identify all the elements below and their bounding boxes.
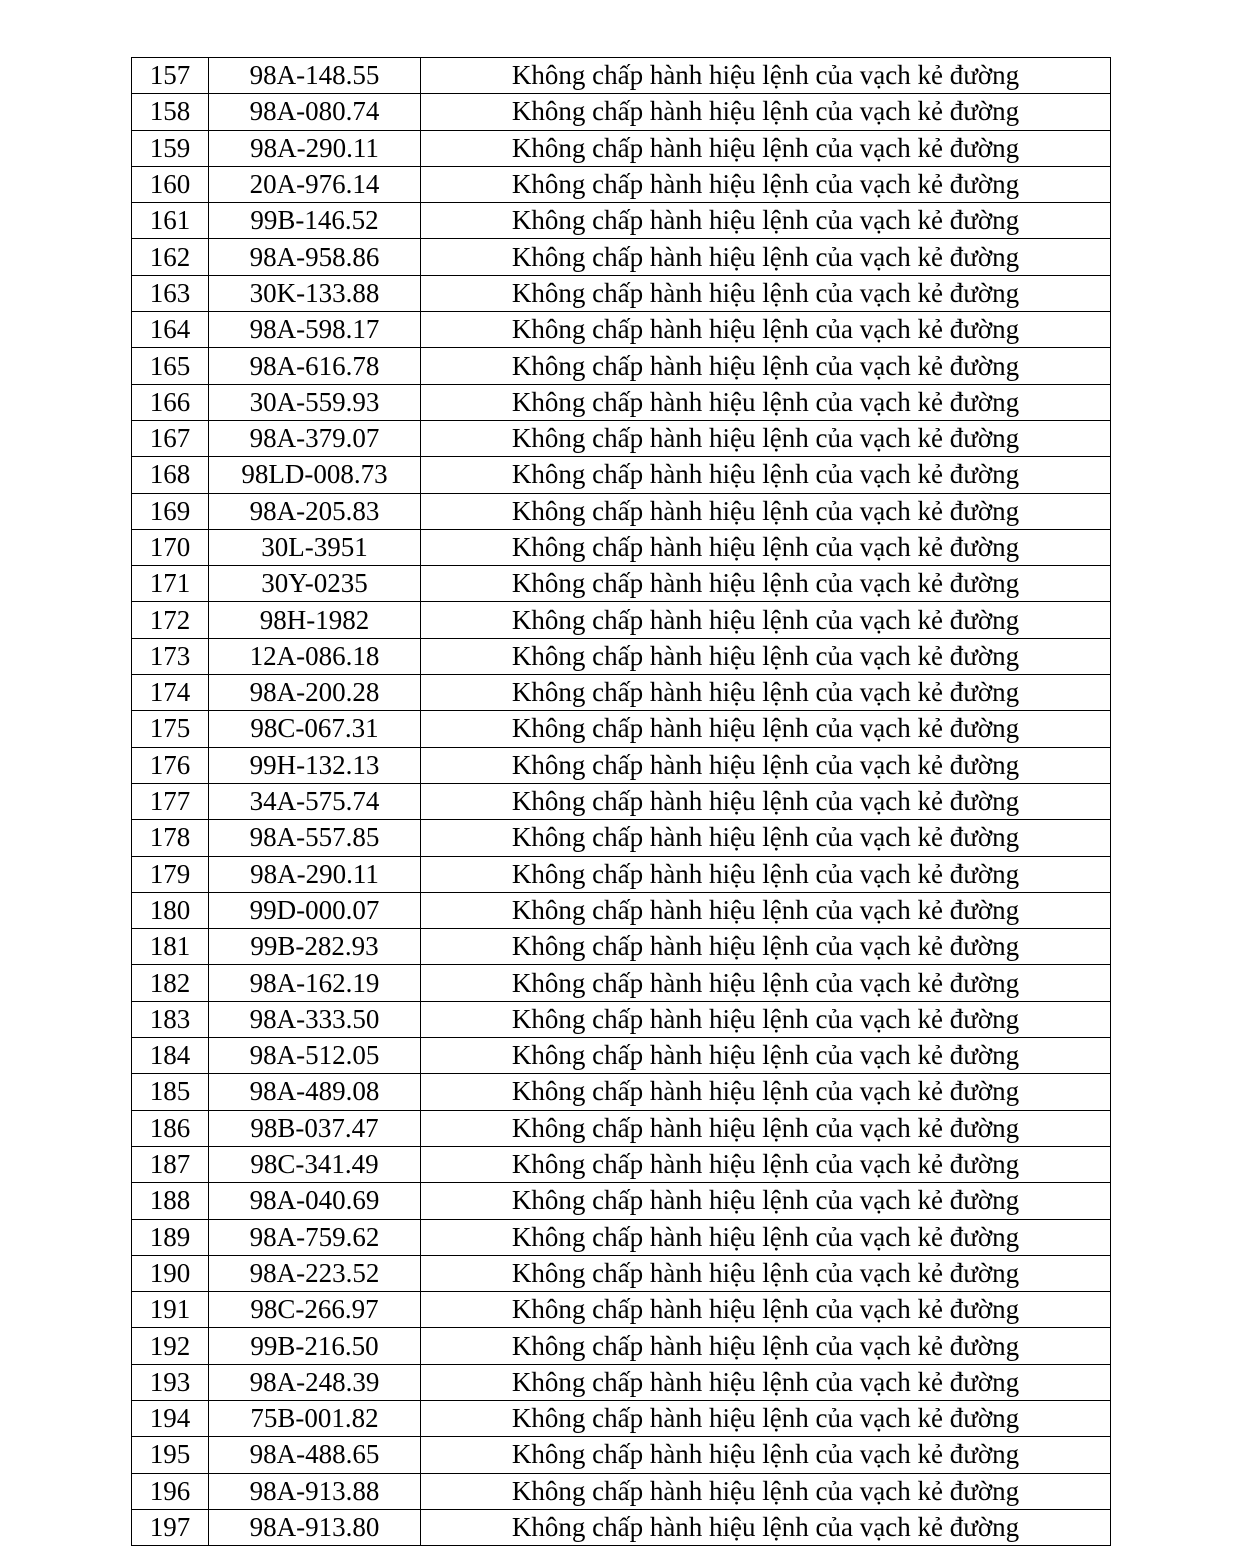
table-row	[132, 1183, 1111, 1219]
row-index: 175	[132, 711, 209, 747]
license-plate: 98A-512.05	[209, 1038, 421, 1074]
license-plate: 98A-200.28	[209, 675, 421, 711]
violation-description: Không chấp hành hiệu lệnh của vạch kẻ đường	[421, 1255, 1111, 1291]
row-index: 181	[132, 929, 209, 965]
license-plate: 20A-976.14	[209, 166, 421, 202]
license-plate: 98A-616.78	[209, 348, 421, 384]
violation-description: Không chấp hành hiệu lệnh của vạch kẻ đường	[421, 312, 1111, 348]
row-index: 179	[132, 856, 209, 892]
table-row	[132, 493, 1111, 529]
violation-description: Không chấp hành hiệu lệnh của vạch kẻ đường	[421, 566, 1111, 602]
table-row	[132, 384, 1111, 420]
table-row	[132, 1074, 1111, 1110]
license-plate: 98A-248.39	[209, 1364, 421, 1400]
license-plate: 98A-913.80	[209, 1509, 421, 1545]
violation-description: Không chấp hành hiệu lệnh của vạch kẻ đường	[421, 1292, 1111, 1328]
violation-description: Không chấp hành hiệu lệnh của vạch kẻ đường	[421, 638, 1111, 674]
license-plate: 98A-080.74	[209, 94, 421, 130]
license-plate: 98A-333.50	[209, 1001, 421, 1037]
violation-description: Không chấp hành hiệu lệnh của vạch kẻ đường	[421, 1509, 1111, 1545]
row-index: 166	[132, 384, 209, 420]
table-row	[132, 58, 1111, 94]
violation-description: Không chấp hành hiệu lệnh của vạch kẻ đường	[421, 1364, 1111, 1400]
violation-description: Không chấp hành hiệu lệnh của vạch kẻ đường	[421, 420, 1111, 456]
table-row	[132, 348, 1111, 384]
row-index: 169	[132, 493, 209, 529]
license-plate: 98A-290.11	[209, 856, 421, 892]
license-plate: 30Y-0235	[209, 566, 421, 602]
license-plate: 98A-598.17	[209, 312, 421, 348]
violation-description: Không chấp hành hiệu lệnh của vạch kẻ đường	[421, 1001, 1111, 1037]
table-row	[132, 457, 1111, 493]
violation-description: Không chấp hành hiệu lệnh của vạch kẻ đường	[421, 275, 1111, 311]
violation-description: Không chấp hành hiệu lệnh của vạch kẻ đường	[421, 1074, 1111, 1110]
license-plate: 99H-132.13	[209, 747, 421, 783]
violation-description: Không chấp hành hiệu lệnh của vạch kẻ đường	[421, 457, 1111, 493]
violation-description: Không chấp hành hiệu lệnh của vạch kẻ đường	[421, 493, 1111, 529]
row-index: 172	[132, 602, 209, 638]
row-index: 193	[132, 1364, 209, 1400]
table-row	[132, 130, 1111, 166]
row-index: 167	[132, 420, 209, 456]
table-row	[132, 275, 1111, 311]
row-index: 157	[132, 58, 209, 94]
table-row	[132, 529, 1111, 565]
license-plate: 98A-379.07	[209, 420, 421, 456]
row-index: 165	[132, 348, 209, 384]
row-index: 191	[132, 1292, 209, 1328]
table-row	[132, 1110, 1111, 1146]
row-index: 168	[132, 457, 209, 493]
row-index: 164	[132, 312, 209, 348]
license-plate: 99B-146.52	[209, 203, 421, 239]
row-index: 176	[132, 747, 209, 783]
license-plate: 98A-148.55	[209, 58, 421, 94]
license-plate: 99B-216.50	[209, 1328, 421, 1364]
violation-description: Không chấp hành hiệu lệnh của vạch kẻ đường	[421, 203, 1111, 239]
violation-description: Không chấp hành hiệu lệnh của vạch kẻ đường	[421, 384, 1111, 420]
violation-description: Không chấp hành hiệu lệnh của vạch kẻ đường	[421, 929, 1111, 965]
violation-description: Không chấp hành hiệu lệnh của vạch kẻ đường	[421, 965, 1111, 1001]
license-plate: 98LD-008.73	[209, 457, 421, 493]
violation-description: Không chấp hành hiệu lệnh của vạch kẻ đường	[421, 130, 1111, 166]
row-index: 159	[132, 130, 209, 166]
row-index: 192	[132, 1328, 209, 1364]
table-row	[132, 312, 1111, 348]
row-index: 158	[132, 94, 209, 130]
license-plate: 98C-266.97	[209, 1292, 421, 1328]
table-row	[132, 965, 1111, 1001]
violation-description: Không chấp hành hiệu lệnh của vạch kẻ đường	[421, 58, 1111, 94]
table-row	[132, 820, 1111, 856]
table-row	[132, 675, 1111, 711]
violation-description: Không chấp hành hiệu lệnh của vạch kẻ đường	[421, 1219, 1111, 1255]
violation-description: Không chấp hành hiệu lệnh của vạch kẻ đường	[421, 1146, 1111, 1182]
violation-description: Không chấp hành hiệu lệnh của vạch kẻ đường	[421, 783, 1111, 819]
row-index: 171	[132, 566, 209, 602]
row-index: 196	[132, 1473, 209, 1509]
license-plate: 98A-557.85	[209, 820, 421, 856]
violation-description: Không chấp hành hiệu lệnh của vạch kẻ đường	[421, 1110, 1111, 1146]
row-index: 188	[132, 1183, 209, 1219]
table-row	[132, 1219, 1111, 1255]
row-index: 163	[132, 275, 209, 311]
violation-description: Không chấp hành hiệu lệnh của vạch kẻ đường	[421, 94, 1111, 130]
table-row	[132, 239, 1111, 275]
row-index: 182	[132, 965, 209, 1001]
violation-description: Không chấp hành hiệu lệnh của vạch kẻ đường	[421, 892, 1111, 928]
license-plate: 75B-001.82	[209, 1400, 421, 1436]
license-plate: 30K-133.88	[209, 275, 421, 311]
violation-table-body	[132, 58, 1111, 1546]
violation-description: Không chấp hành hiệu lệnh của vạch kẻ đường	[421, 602, 1111, 638]
table-row	[132, 1328, 1111, 1364]
license-plate: 98A-759.62	[209, 1219, 421, 1255]
license-plate: 98A-489.08	[209, 1074, 421, 1110]
table-row	[132, 1437, 1111, 1473]
license-plate: 98A-040.69	[209, 1183, 421, 1219]
license-plate: 98A-913.88	[209, 1473, 421, 1509]
license-plate: 98B-037.47	[209, 1110, 421, 1146]
table-row	[132, 1473, 1111, 1509]
license-plate: 99B-282.93	[209, 929, 421, 965]
table-row	[132, 1038, 1111, 1074]
row-index: 180	[132, 892, 209, 928]
license-plate: 98A-290.11	[209, 130, 421, 166]
row-index: 177	[132, 783, 209, 819]
table-row	[132, 94, 1111, 130]
license-plate: 98A-488.65	[209, 1437, 421, 1473]
violation-description: Không chấp hành hiệu lệnh của vạch kẻ đường	[421, 1038, 1111, 1074]
violation-description: Không chấp hành hiệu lệnh của vạch kẻ đường	[421, 1183, 1111, 1219]
table-row	[132, 1400, 1111, 1436]
table-row	[132, 1146, 1111, 1182]
license-plate: 98C-341.49	[209, 1146, 421, 1182]
row-index: 178	[132, 820, 209, 856]
license-plate: 98A-223.52	[209, 1255, 421, 1291]
table-row	[132, 1001, 1111, 1037]
violation-description: Không chấp hành hiệu lệnh của vạch kẻ đường	[421, 239, 1111, 275]
table-row	[132, 1509, 1111, 1545]
license-plate: 30A-559.93	[209, 384, 421, 420]
row-index: 195	[132, 1437, 209, 1473]
license-plate: 30L-3951	[209, 529, 421, 565]
violation-description: Không chấp hành hiệu lệnh của vạch kẻ đường	[421, 1437, 1111, 1473]
row-index: 185	[132, 1074, 209, 1110]
table-row	[132, 602, 1111, 638]
license-plate: 12A-086.18	[209, 638, 421, 674]
violation-description: Không chấp hành hiệu lệnh của vạch kẻ đường	[421, 675, 1111, 711]
violation-description: Không chấp hành hiệu lệnh của vạch kẻ đường	[421, 348, 1111, 384]
violation-description: Không chấp hành hiệu lệnh của vạch kẻ đường	[421, 856, 1111, 892]
table-row	[132, 420, 1111, 456]
license-plate: 34A-575.74	[209, 783, 421, 819]
license-plate: 99D-000.07	[209, 892, 421, 928]
row-index: 160	[132, 166, 209, 202]
violation-description: Không chấp hành hiệu lệnh của vạch kẻ đường	[421, 1473, 1111, 1509]
violation-description: Không chấp hành hiệu lệnh của vạch kẻ đường	[421, 820, 1111, 856]
violation-description: Không chấp hành hiệu lệnh của vạch kẻ đường	[421, 1328, 1111, 1364]
row-index: 197	[132, 1509, 209, 1545]
table-row	[132, 1364, 1111, 1400]
row-index: 186	[132, 1110, 209, 1146]
license-plate: 98H-1982	[209, 602, 421, 638]
table-row	[132, 203, 1111, 239]
table-row	[132, 783, 1111, 819]
violation-description: Không chấp hành hiệu lệnh của vạch kẻ đường	[421, 747, 1111, 783]
violation-table	[131, 57, 1111, 1546]
table-row	[132, 166, 1111, 202]
license-plate: 98A-162.19	[209, 965, 421, 1001]
violation-description: Không chấp hành hiệu lệnh của vạch kẻ đường	[421, 1400, 1111, 1436]
row-index: 190	[132, 1255, 209, 1291]
row-index: 170	[132, 529, 209, 565]
row-index: 194	[132, 1400, 209, 1436]
row-index: 183	[132, 1001, 209, 1037]
row-index: 161	[132, 203, 209, 239]
table-row	[132, 1292, 1111, 1328]
violation-description: Không chấp hành hiệu lệnh của vạch kẻ đường	[421, 166, 1111, 202]
row-index: 162	[132, 239, 209, 275]
row-index: 187	[132, 1146, 209, 1182]
row-index: 174	[132, 675, 209, 711]
license-plate: 98C-067.31	[209, 711, 421, 747]
table-row	[132, 1255, 1111, 1291]
license-plate: 98A-205.83	[209, 493, 421, 529]
row-index: 173	[132, 638, 209, 674]
license-plate: 98A-958.86	[209, 239, 421, 275]
row-index: 184	[132, 1038, 209, 1074]
table-row	[132, 747, 1111, 783]
table-row	[132, 929, 1111, 965]
table-row	[132, 892, 1111, 928]
violation-description: Không chấp hành hiệu lệnh của vạch kẻ đường	[421, 529, 1111, 565]
violation-description: Không chấp hành hiệu lệnh của vạch kẻ đường	[421, 711, 1111, 747]
table-row	[132, 566, 1111, 602]
table-row	[132, 638, 1111, 674]
row-index: 189	[132, 1219, 209, 1255]
table-row	[132, 856, 1111, 892]
table-row	[132, 711, 1111, 747]
